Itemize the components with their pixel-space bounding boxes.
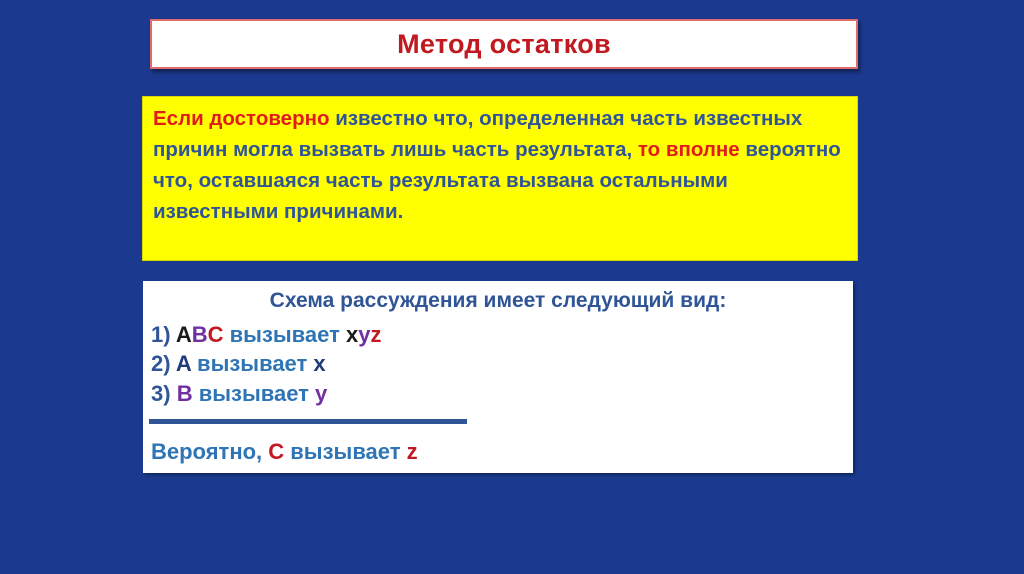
conclusion-prefix: Вероятно, [151, 439, 269, 464]
definition-highlight-if: Если достоверно [153, 107, 330, 130]
cause-a: A [175, 322, 192, 347]
line-number: 1) [151, 322, 176, 347]
definition-box [142, 96, 858, 261]
verb: вызывает [190, 351, 314, 376]
effect-y: y [315, 381, 328, 406]
verb: вызывает [284, 439, 407, 464]
divider-line [149, 419, 467, 424]
scheme-line-2 [151, 351, 326, 377]
definition-text-part2: известно что, определенная часть известных причин могла вызвать лишь часть результата, [153, 107, 803, 161]
cause-b: B [176, 381, 193, 406]
effect-x: x [345, 322, 359, 347]
scheme-title: Схема рассуждения имеет следующий вид: [269, 289, 727, 312]
effect-x: x [313, 351, 326, 376]
effect-z: z [406, 439, 418, 464]
title-box [150, 19, 858, 69]
slide-title: Метод остатков [397, 28, 611, 59]
scheme-line-3 [151, 381, 327, 407]
line-number: 2) [151, 351, 176, 376]
scheme-line-1 [151, 322, 381, 348]
cause-a: A [175, 351, 191, 376]
definition-highlight-then: то вполне [632, 138, 740, 161]
verb: вызывает [192, 381, 316, 406]
scheme-conclusion [151, 439, 418, 465]
scheme-box [143, 281, 853, 473]
cause-c: C [207, 322, 224, 347]
effect-z: z [370, 322, 382, 347]
line-number: 3) [151, 381, 177, 406]
definition-text [153, 103, 847, 227]
cause-b: B [191, 322, 208, 347]
effect-y: y [358, 322, 371, 347]
cause-c: C [268, 439, 285, 464]
definition-text-part4: вероятно что, оставшаяся часть результата вызвана остальными известными причинами. [153, 138, 841, 223]
verb: вызывает [223, 322, 346, 347]
